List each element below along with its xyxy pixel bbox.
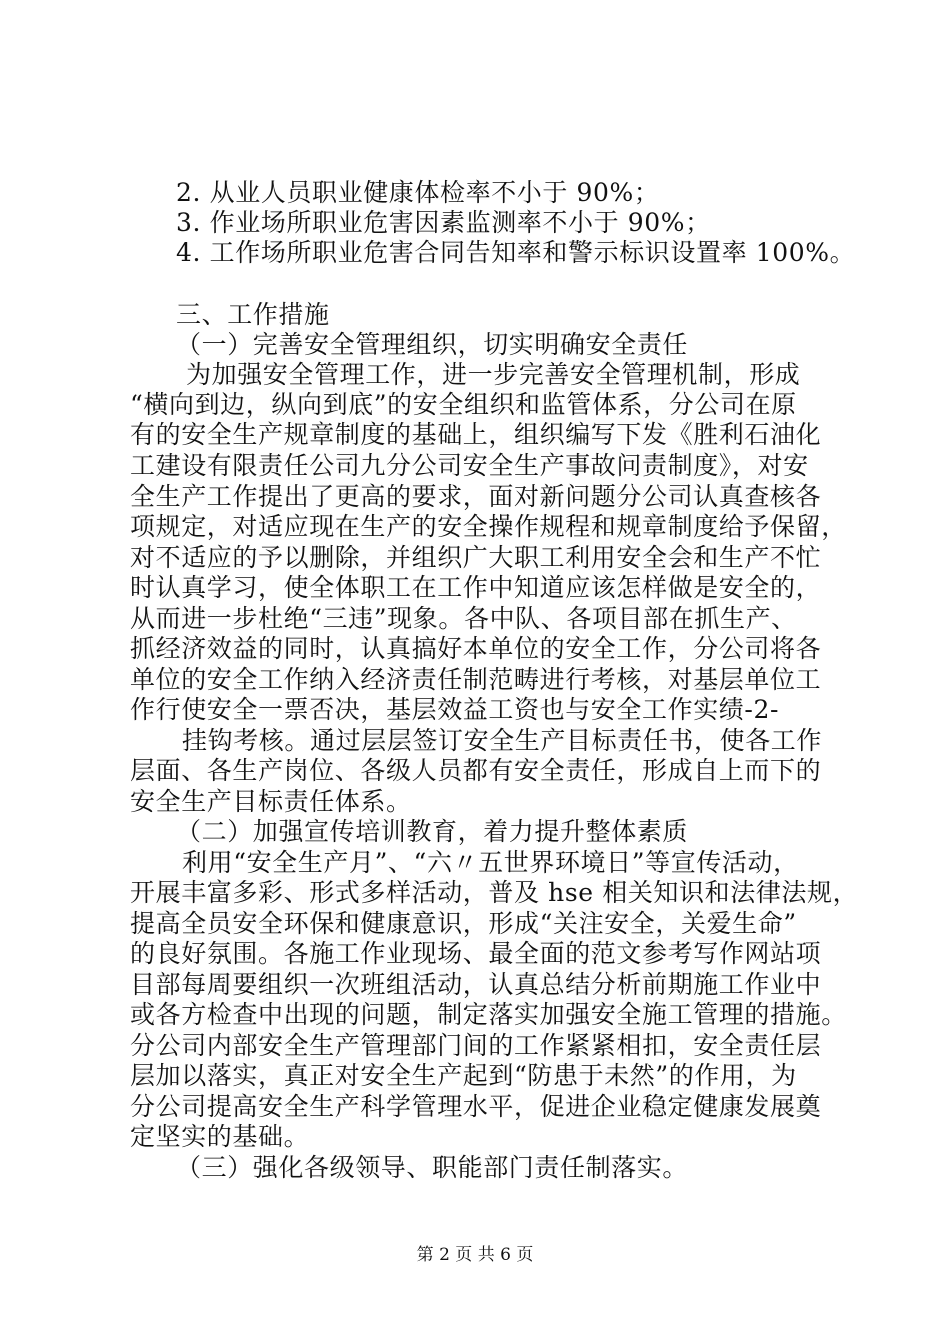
paragraph-line: 分公司提高安全生产科学管理水平，促进企业稳定健康发展奠	[130, 1092, 822, 1121]
subsection-heading-2: （二）加强宣传培训教育，着力提升整体素质	[176, 817, 689, 846]
paragraph-line: 作行使安全一票否决，基层效益工资也与安全工作实绩-2-	[130, 695, 780, 724]
paragraph-line: 分公司内部安全生产管理部门间的工作紧紧相扣，安全责任层	[130, 1031, 822, 1060]
paragraph-line: 对不适应的予以删除，并组织广大职工利用安全会和生产不忙	[130, 543, 822, 572]
paragraph-line: 从而进一步杜绝“三违”现象。各中队、各项目部在抓生产、	[130, 604, 797, 633]
paragraph-line: 层加以落实，真正对安全生产起到“防患于未然”的作用，为	[130, 1061, 797, 1090]
paragraph-line: 层面、各生产岗位、各级人员都有安全责任，形成自上而下的	[130, 756, 822, 785]
paragraph-line: 定坚实的基础。	[130, 1122, 310, 1151]
section-heading-work-measures: 三、工作措施	[176, 300, 330, 329]
page-footer: 第 2 页 共 6 页	[416, 1245, 534, 1265]
target-item-4: 4. 工作场所职业危害合同告知率和警示标识设置率 100%。	[176, 238, 856, 267]
subsection-heading-1: （一）完善安全管理组织，切实明确安全责任	[176, 330, 689, 359]
paragraph-line: 提高全员安全环保和健康意识，形成“关注安全，关爱生命”	[130, 909, 797, 938]
paragraph-line: 全生产工作提出了更高的要求，面对新问题分公司认真查核各	[130, 482, 822, 511]
paragraph-line: 工建设有限责任公司九分公司安全生产事故问责制度》，对安	[130, 451, 809, 480]
paragraph-line: 或各方检查中出现的问题，制定落实加强安全施工管理的措施。	[130, 1000, 847, 1029]
paragraph-line: 开展丰富多彩、形式多样活动，普及 hse 相关知识和法律法规，	[130, 878, 859, 907]
target-item-2: 2. 从业人员职业健康体检率不小于 90%；	[176, 178, 660, 207]
paragraph-line: 有的安全生产规章制度的基础上，组织编写下发《胜利石油化	[130, 420, 822, 449]
paragraph-line: 为加强安全管理工作，进一步完善安全管理机制，形成	[186, 360, 801, 389]
paragraph-line: “横向到边，纵向到底”的安全组织和监管体系，分公司在原	[130, 390, 797, 419]
paragraph-line: 的良好氛围。各施工作业现场、最全面的范文参考写作网站项	[130, 939, 822, 968]
target-item-3: 3. 作业场所职业危害因素监测率不小于 90%；	[176, 208, 711, 237]
paragraph-line: 安全生产目标责任体系。	[130, 787, 412, 816]
paragraph-line: 项规定，对适应现在生产的安全操作规程和规章制度给予保留，	[130, 512, 847, 541]
paragraph-line: 挂钩考核。通过层层签订安全生产目标责任书，使各工作	[182, 726, 823, 755]
subsection-heading-3: （三）强化各级领导、职能部门责任制落实。	[176, 1153, 689, 1182]
paragraph-line: 时认真学习，使全体职工在工作中知道应该怎样做是安全的，	[130, 573, 822, 602]
paragraph-line: 利用“安全生产月”、“六〃五世界环境日”等宣传活动，	[182, 848, 799, 877]
paragraph-line: 单位的安全工作纳入经济责任制范畴进行考核，对基层单位工	[130, 665, 822, 694]
paragraph-line: 抓经济效益的同时，认真搞好本单位的安全工作，分公司将各	[130, 634, 822, 663]
paragraph-line: 目部每周要组织一次班组活动，认真总结分析前期施工作业中	[130, 970, 822, 999]
